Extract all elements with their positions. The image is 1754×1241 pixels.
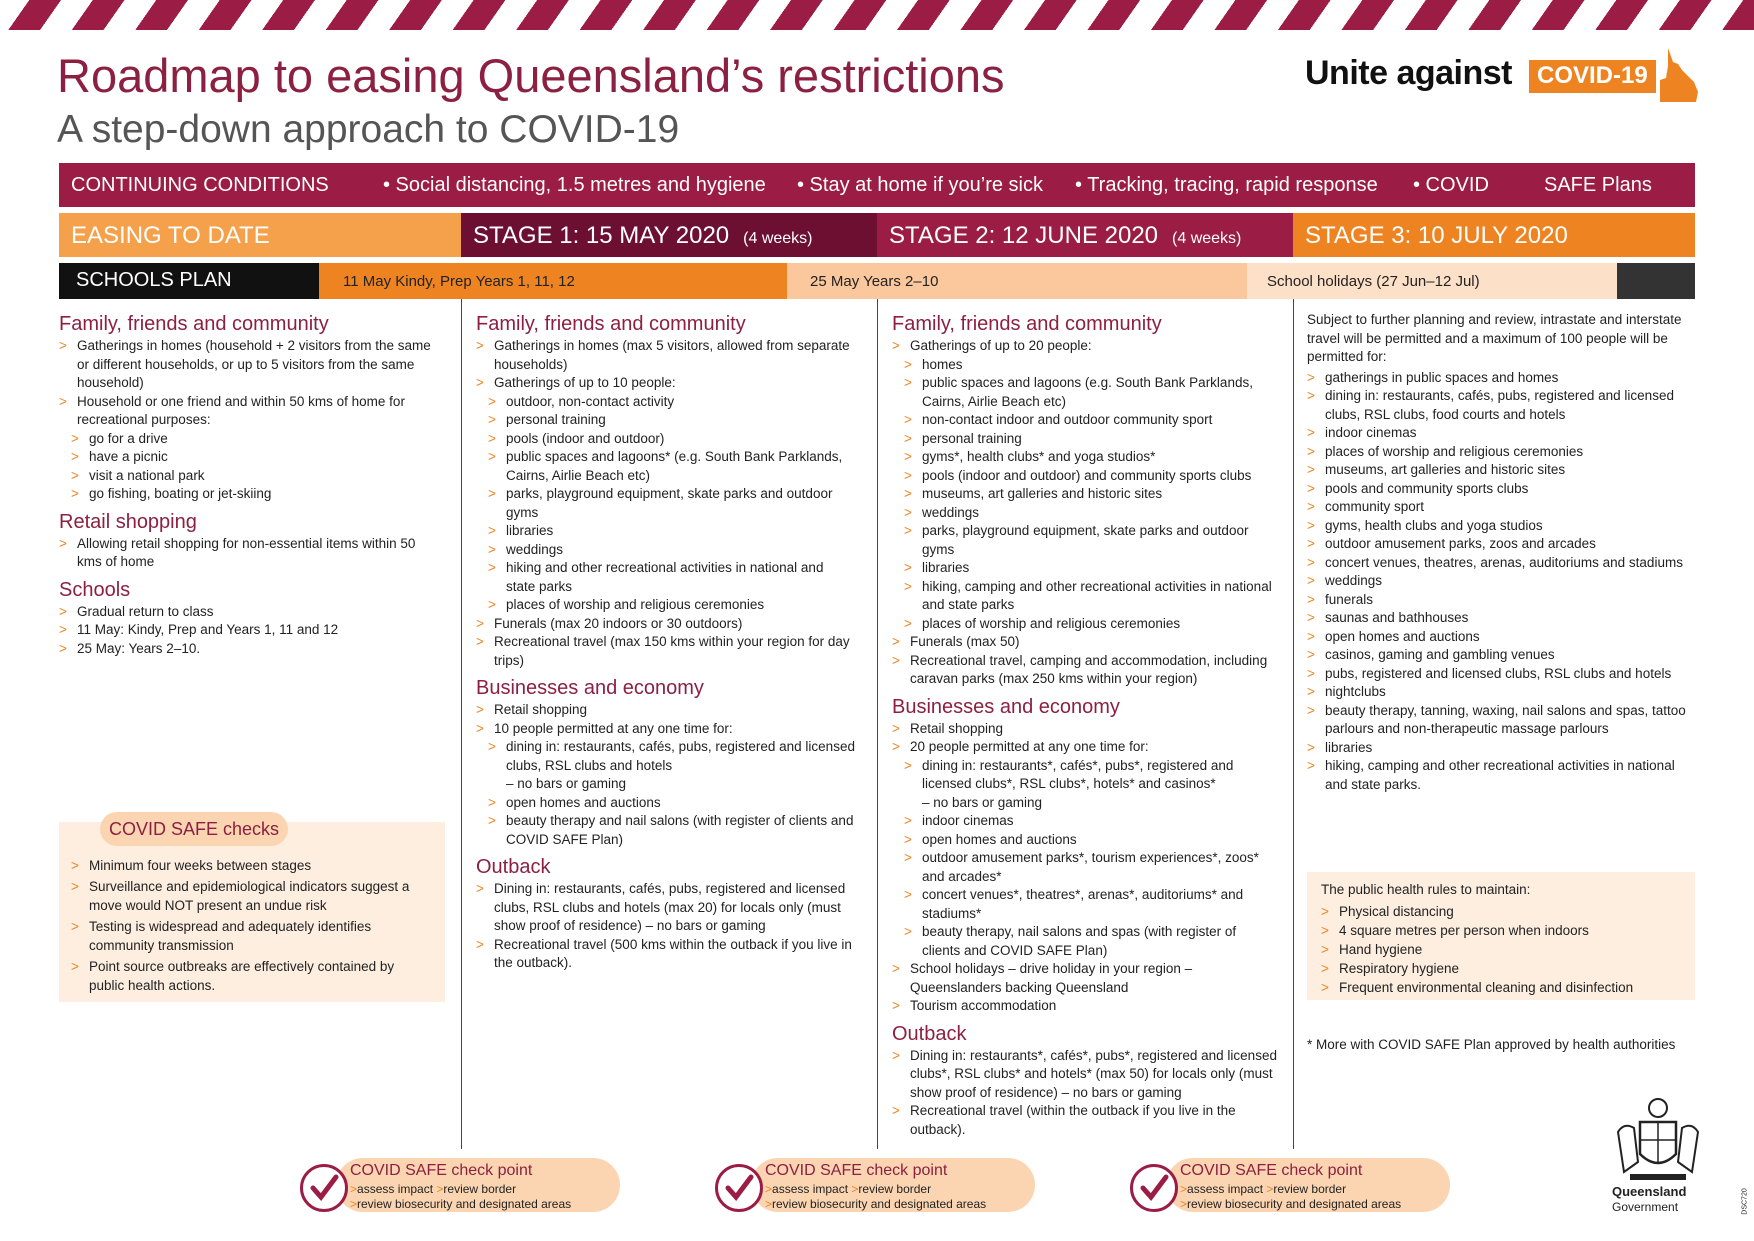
- stage-label: STAGE 1: 15 MAY 2020: [473, 222, 730, 249]
- list-item: > open homes and auctions: [892, 831, 1278, 850]
- list-item: > personal training: [892, 430, 1278, 449]
- list-item: > Surveillance and epidemiological indicators suggest a move would NOT present an undue risk: [71, 877, 431, 915]
- checkpoint-1: COVID SAFE check point >assess impact >review border >review biosecurity and designated areas: [300, 1156, 588, 1214]
- list-item: > Testing is widespread and adequately identifies community transmission: [71, 917, 431, 955]
- schools-plan-11may: [319, 263, 787, 299]
- list-item: > funerals: [1307, 591, 1695, 610]
- list-item: > Household or one friend and within 50 kms of home for recreational purposes:: [59, 393, 431, 430]
- list-item: > Minimum four weeks between stages: [71, 856, 431, 875]
- stage-header-2: [877, 213, 1293, 257]
- footnote: * More with COVID SAFE Plan approved by health authorities: [1307, 1037, 1676, 1052]
- rules-title: The public health rules to maintain:: [1321, 882, 1531, 897]
- queensland-map-icon: [1656, 48, 1700, 104]
- schools-plan-bar: [59, 263, 1695, 299]
- list-item: > hiking, camping and other recreational activities in national and state parks: [892, 578, 1278, 615]
- section-heading: Family, friends and community: [476, 313, 746, 335]
- stage-header-3: [1293, 213, 1695, 257]
- list-item: > homes: [892, 356, 1278, 375]
- stage2-column: [892, 306, 1278, 1139]
- checkpoint-biosecurity: review biosecurity and designated areas: [357, 1197, 572, 1211]
- list-item: > 11 May: Kindy, Prep and Years 1, 11 and 12: [59, 621, 431, 640]
- list-item: > outdoor amusement parks, zoos and arcades: [1307, 535, 1695, 554]
- condition-item: • COVID: [1413, 174, 1489, 196]
- checkpoint-biosecurity: review biosecurity and designated areas: [772, 1197, 987, 1211]
- list-item: > Dining in: restaurants, cafés, pubs, registered and licensed clubs, RSL clubs and hotels (max 20) for locals only (must show proof of residence) – no bars or gaming: [476, 880, 856, 936]
- list-item: > Tourism accommodation: [892, 997, 1278, 1016]
- stage-label: EASING TO DATE: [71, 222, 270, 249]
- easing-column: [59, 306, 431, 658]
- list-item: > public spaces and lagoons (e.g. South Bank Parklands, Cairns, Airlie Beach etc): [892, 374, 1278, 411]
- stage-header-1: [461, 213, 877, 257]
- list-item: > weddings: [892, 504, 1278, 523]
- section-heading: Family, friends and community: [892, 313, 1162, 335]
- condition-item: SAFE Plans: [1544, 174, 1652, 196]
- list-item: > personal training: [476, 411, 856, 430]
- list-item: > gatherings in public spaces and homes: [1307, 369, 1695, 388]
- list-item: > libraries: [1307, 739, 1695, 758]
- list-item: > Retail shopping: [476, 701, 856, 720]
- list-item: > parks, playground equipment, skate parks and outdoor gyms: [476, 485, 856, 522]
- checkpoint-border: review border: [443, 1182, 517, 1196]
- covid-safe-checks-box: [59, 822, 445, 1002]
- list-item: > Retail shopping: [892, 720, 1278, 739]
- list-item: > beauty therapy and nail salons (with register of clients and COVID SAFE Plan): [476, 812, 856, 849]
- list-item: > Hand hygiene: [1321, 940, 1633, 959]
- list-item: > saunas and bathhouses: [1307, 609, 1695, 628]
- condition-item: • Tracking, tracing, rapid response: [1075, 174, 1378, 196]
- conditions-label: CONTINUING CONDITIONS: [71, 174, 329, 196]
- checkpoint-border: review border: [1273, 1182, 1347, 1196]
- checkpoint-title: COVID SAFE check point: [1180, 1162, 1363, 1179]
- list-item: > Physical distancing: [1321, 902, 1633, 921]
- list-item: > open homes and auctions: [1307, 628, 1695, 647]
- list-item: > Gatherings in homes (household + 2 visitors from the same or different households, or up to 5 visitors from the same household): [59, 337, 431, 393]
- gov-name-line1: Queensland: [1612, 1184, 1687, 1199]
- checkpoint-biosecurity: review biosecurity and designated areas: [1187, 1197, 1402, 1211]
- list-item: > museums, art galleries and historic sites: [1307, 461, 1695, 480]
- section-heading: Schools: [59, 578, 131, 601]
- schools-plan-25may-text: 25 May Years 2–10: [810, 273, 939, 290]
- list-item: > outdoor, non-contact activity: [476, 393, 856, 412]
- checkpoint-2: COVID SAFE check point >assess impact >review border >review biosecurity and designated areas: [715, 1156, 1003, 1214]
- list-item: > indoor cinemas: [892, 812, 1278, 831]
- list-item: > hiking, camping and other recreational activities in national and state parks.: [1307, 757, 1695, 794]
- list-item: > dining in: restaurants*, cafés*, pubs*, registered and licensed clubs*, RSL clubs*, hotels* and casinos*: [892, 757, 1278, 794]
- list-item: > Recreational travel (500 kms within the outback if you live in the outback).: [476, 936, 856, 973]
- list-item: > gyms*, health clubs* and yoga studios*: [892, 448, 1278, 467]
- list-item: > go for a drive: [59, 430, 431, 449]
- public-health-rules-box: [1307, 872, 1695, 1000]
- list-item: > Gatherings in homes (max 5 visitors, allowed from separate households): [476, 337, 856, 374]
- list-item: > weddings: [1307, 572, 1695, 591]
- stage3-column: [1307, 311, 1695, 794]
- schools-plan-label-text: SCHOOLS PLAN: [76, 269, 232, 291]
- list-item: > dining in: restaurants, cafés, pubs, registered and licensed clubs, RSL clubs and hotels: [476, 738, 856, 775]
- list-item: > beauty therapy, tanning, waxing, nail salons and spas, tattoo parlours and non-therapeutic massage parlours: [1307, 702, 1695, 739]
- list-item: > Recreational travel (within the outback if you live in the outback).: [892, 1102, 1278, 1139]
- list-item: > places of worship and religious ceremonies: [892, 615, 1278, 634]
- column-divider: [461, 299, 462, 1149]
- section-heading: Outback: [892, 1022, 967, 1045]
- list-item-continuation: – no bars or gaming: [506, 776, 627, 791]
- list-item: > visit a national park: [59, 467, 431, 486]
- condition-item: • Stay at home if you’re sick: [797, 174, 1043, 196]
- checkpoint-title: COVID SAFE check point: [765, 1162, 948, 1179]
- list-item: > go fishing, boating or jet-skiing: [59, 485, 431, 504]
- list-item: > Respiratory hygiene: [1321, 959, 1633, 978]
- schools-plan-holidays-text: School holidays (27 Jun–12 Jul): [1267, 273, 1480, 290]
- column-divider: [1293, 299, 1294, 1149]
- list-item: > School holidays – drive holiday in your region – Queenslanders backing Queensland: [892, 960, 1278, 997]
- list-item: > 25 May: Years 2–10.: [59, 640, 431, 659]
- list-item: > concert venues*, theatres*, arenas*, auditoriums* and stadiums*: [892, 886, 1278, 923]
- list-item: > places of worship and religious ceremonies: [1307, 443, 1695, 462]
- list-item: > have a picnic: [59, 448, 431, 467]
- page-subtitle: A step-down approach to COVID-19: [57, 108, 680, 151]
- checkpoint-assess: assess impact: [357, 1182, 434, 1196]
- section-heading: Businesses and economy: [892, 695, 1120, 718]
- section-heading: Retail shopping: [59, 510, 197, 533]
- list-item: > hiking and other recreational activities in national and state parks: [476, 559, 856, 596]
- section-heading: Family, friends and community: [59, 313, 329, 335]
- chevron-right-icon: [1617, 263, 1637, 299]
- list-item: > libraries: [476, 522, 856, 541]
- stage-weeks: (4 weeks): [1172, 230, 1242, 247]
- stage1-column: [476, 306, 856, 973]
- list-item-continuation: – no bars or gaming: [922, 794, 1043, 810]
- column-divider: [877, 299, 878, 1149]
- continuing-conditions-bar: [59, 163, 1695, 207]
- list-item: > parks, playground equipment, skate parks and outdoor gyms: [892, 522, 1278, 559]
- list-item: > indoor cinemas: [1307, 424, 1695, 443]
- list-item: > public spaces and lagoons* (e.g. South Bank Parklands, Cairns, Airlie Beach etc): [476, 448, 856, 485]
- checkpoint-assess: assess impact: [772, 1182, 849, 1196]
- checkmark-icon: [300, 1164, 348, 1212]
- checkmark-icon: [1130, 1164, 1178, 1212]
- document-code: DSC720: [1741, 1188, 1749, 1215]
- list-item: > concert venues, theatres, arenas, auditoriums and stadiums: [1307, 554, 1695, 573]
- list-item: > Funerals (max 50): [892, 633, 1278, 652]
- stage-label: STAGE 3: 10 JULY 2020: [1305, 222, 1568, 249]
- list-item: > weddings: [476, 541, 856, 560]
- list-item: > community sport: [1307, 498, 1695, 517]
- unite-against-text: Unite against: [1305, 54, 1512, 92]
- section-heading: Businesses and economy: [476, 677, 704, 699]
- list-item: > non-contact indoor and outdoor community sport: [892, 411, 1278, 430]
- list-item: > Allowing retail shopping for non-essential items within 50 kms of home: [59, 535, 431, 572]
- list-item: > Gradual return to class: [59, 603, 431, 622]
- list-item: > Gatherings of up to 20 people:: [892, 337, 1278, 356]
- stage-weeks: (4 weeks): [743, 230, 813, 247]
- list-item: > Funerals (max 20 indoors or 30 outdoors): [476, 615, 856, 634]
- list-item: > Frequent environmental cleaning and disinfection: [1321, 978, 1633, 997]
- list-item: > open homes and auctions: [476, 794, 856, 813]
- checkpoint-title: COVID SAFE check point: [350, 1162, 533, 1179]
- schools-plan-label: [59, 263, 319, 299]
- chevron-right-icon: [1537, 263, 1557, 299]
- list-item: > outdoor amusement parks*, tourism experiences*, zoos* and arcades*: [892, 849, 1278, 886]
- list-item: > 4 square metres per person when indoors: [1321, 921, 1633, 940]
- gov-name-line2: Government: [1612, 1200, 1679, 1214]
- list-item: > Recreational travel, camping and accommodation, including caravan parks (max 250 kms within your region): [892, 652, 1278, 689]
- list-item: > 10 people permitted at any one time for:: [476, 720, 856, 739]
- condition-item: • Social distancing, 1.5 metres and hygiene: [383, 174, 766, 196]
- list-item: > places of worship and religious ceremonies: [476, 596, 856, 615]
- list-item: > dining in: restaurants, cafés, pubs, registered and licensed clubs, RSL clubs, food courts and hotels: [1307, 387, 1695, 424]
- page-title: Roadmap to easing Queensland’s restrictions: [57, 49, 1005, 102]
- list-item: > pools and community sports clubs: [1307, 480, 1695, 499]
- header-stripes: [0, 0, 1754, 30]
- section-heading: Outback: [476, 856, 551, 878]
- list-item: > libraries: [892, 559, 1278, 578]
- list-item: > Gatherings of up to 10 people:: [476, 374, 856, 393]
- stage3-intro: Subject to further planning and review, intrastate and interstate travel will be permitted and a maximum of 100 people will be permitted for:: [1307, 312, 1682, 364]
- schools-plan-25may: [727, 263, 1247, 299]
- stage-header-easing: [59, 213, 461, 257]
- list-item: > Recreational travel (max 150 kms within your region for day trips): [476, 633, 856, 670]
- checkmark-icon: [715, 1164, 763, 1212]
- checkpoint-border: review border: [858, 1182, 932, 1196]
- stage-label: STAGE 2: 12 JUNE 2020: [889, 222, 1159, 249]
- covid-badge: COVID-19: [1529, 60, 1656, 93]
- list-item: > Dining in: restaurants*, cafés*, pubs*, registered and licensed clubs*, RSL clubs* and hotels* (max 50) for locals only (must show proof of residence) – no bars or gaming: [892, 1047, 1278, 1103]
- list-item: > pools (indoor and outdoor): [476, 430, 856, 449]
- list-item: > 20 people permitted at any one time for:: [892, 738, 1278, 757]
- list-item: > casinos, gaming and gambling venues: [1307, 646, 1695, 665]
- checkpoint-assess: assess impact: [1187, 1182, 1264, 1196]
- list-item: > museums, art galleries and historic sites: [892, 485, 1278, 504]
- checkpoint-3: COVID SAFE check point >assess impact >review border >review biosecurity and designated areas: [1130, 1156, 1418, 1214]
- list-item: > pubs, registered and licensed clubs, RSL clubs and hotels: [1307, 665, 1695, 684]
- list-item: > nightclubs: [1307, 683, 1695, 702]
- list-item: > beauty therapy, nail salons and spas (with register of clients and COVID SAFE Plan): [892, 923, 1278, 960]
- list-item: > gyms, health clubs and yoga studios: [1307, 517, 1695, 536]
- schools-plan-11may-text: 11 May Kindy, Prep Years 1, 11, 12: [343, 273, 575, 290]
- list-item: > pools (indoor and outdoor) and community sports clubs: [892, 467, 1278, 486]
- list-item: > Point source outbreaks are effectively contained by public health actions.: [71, 957, 431, 995]
- covid-safe-checks-title: COVID SAFE checks: [100, 812, 288, 846]
